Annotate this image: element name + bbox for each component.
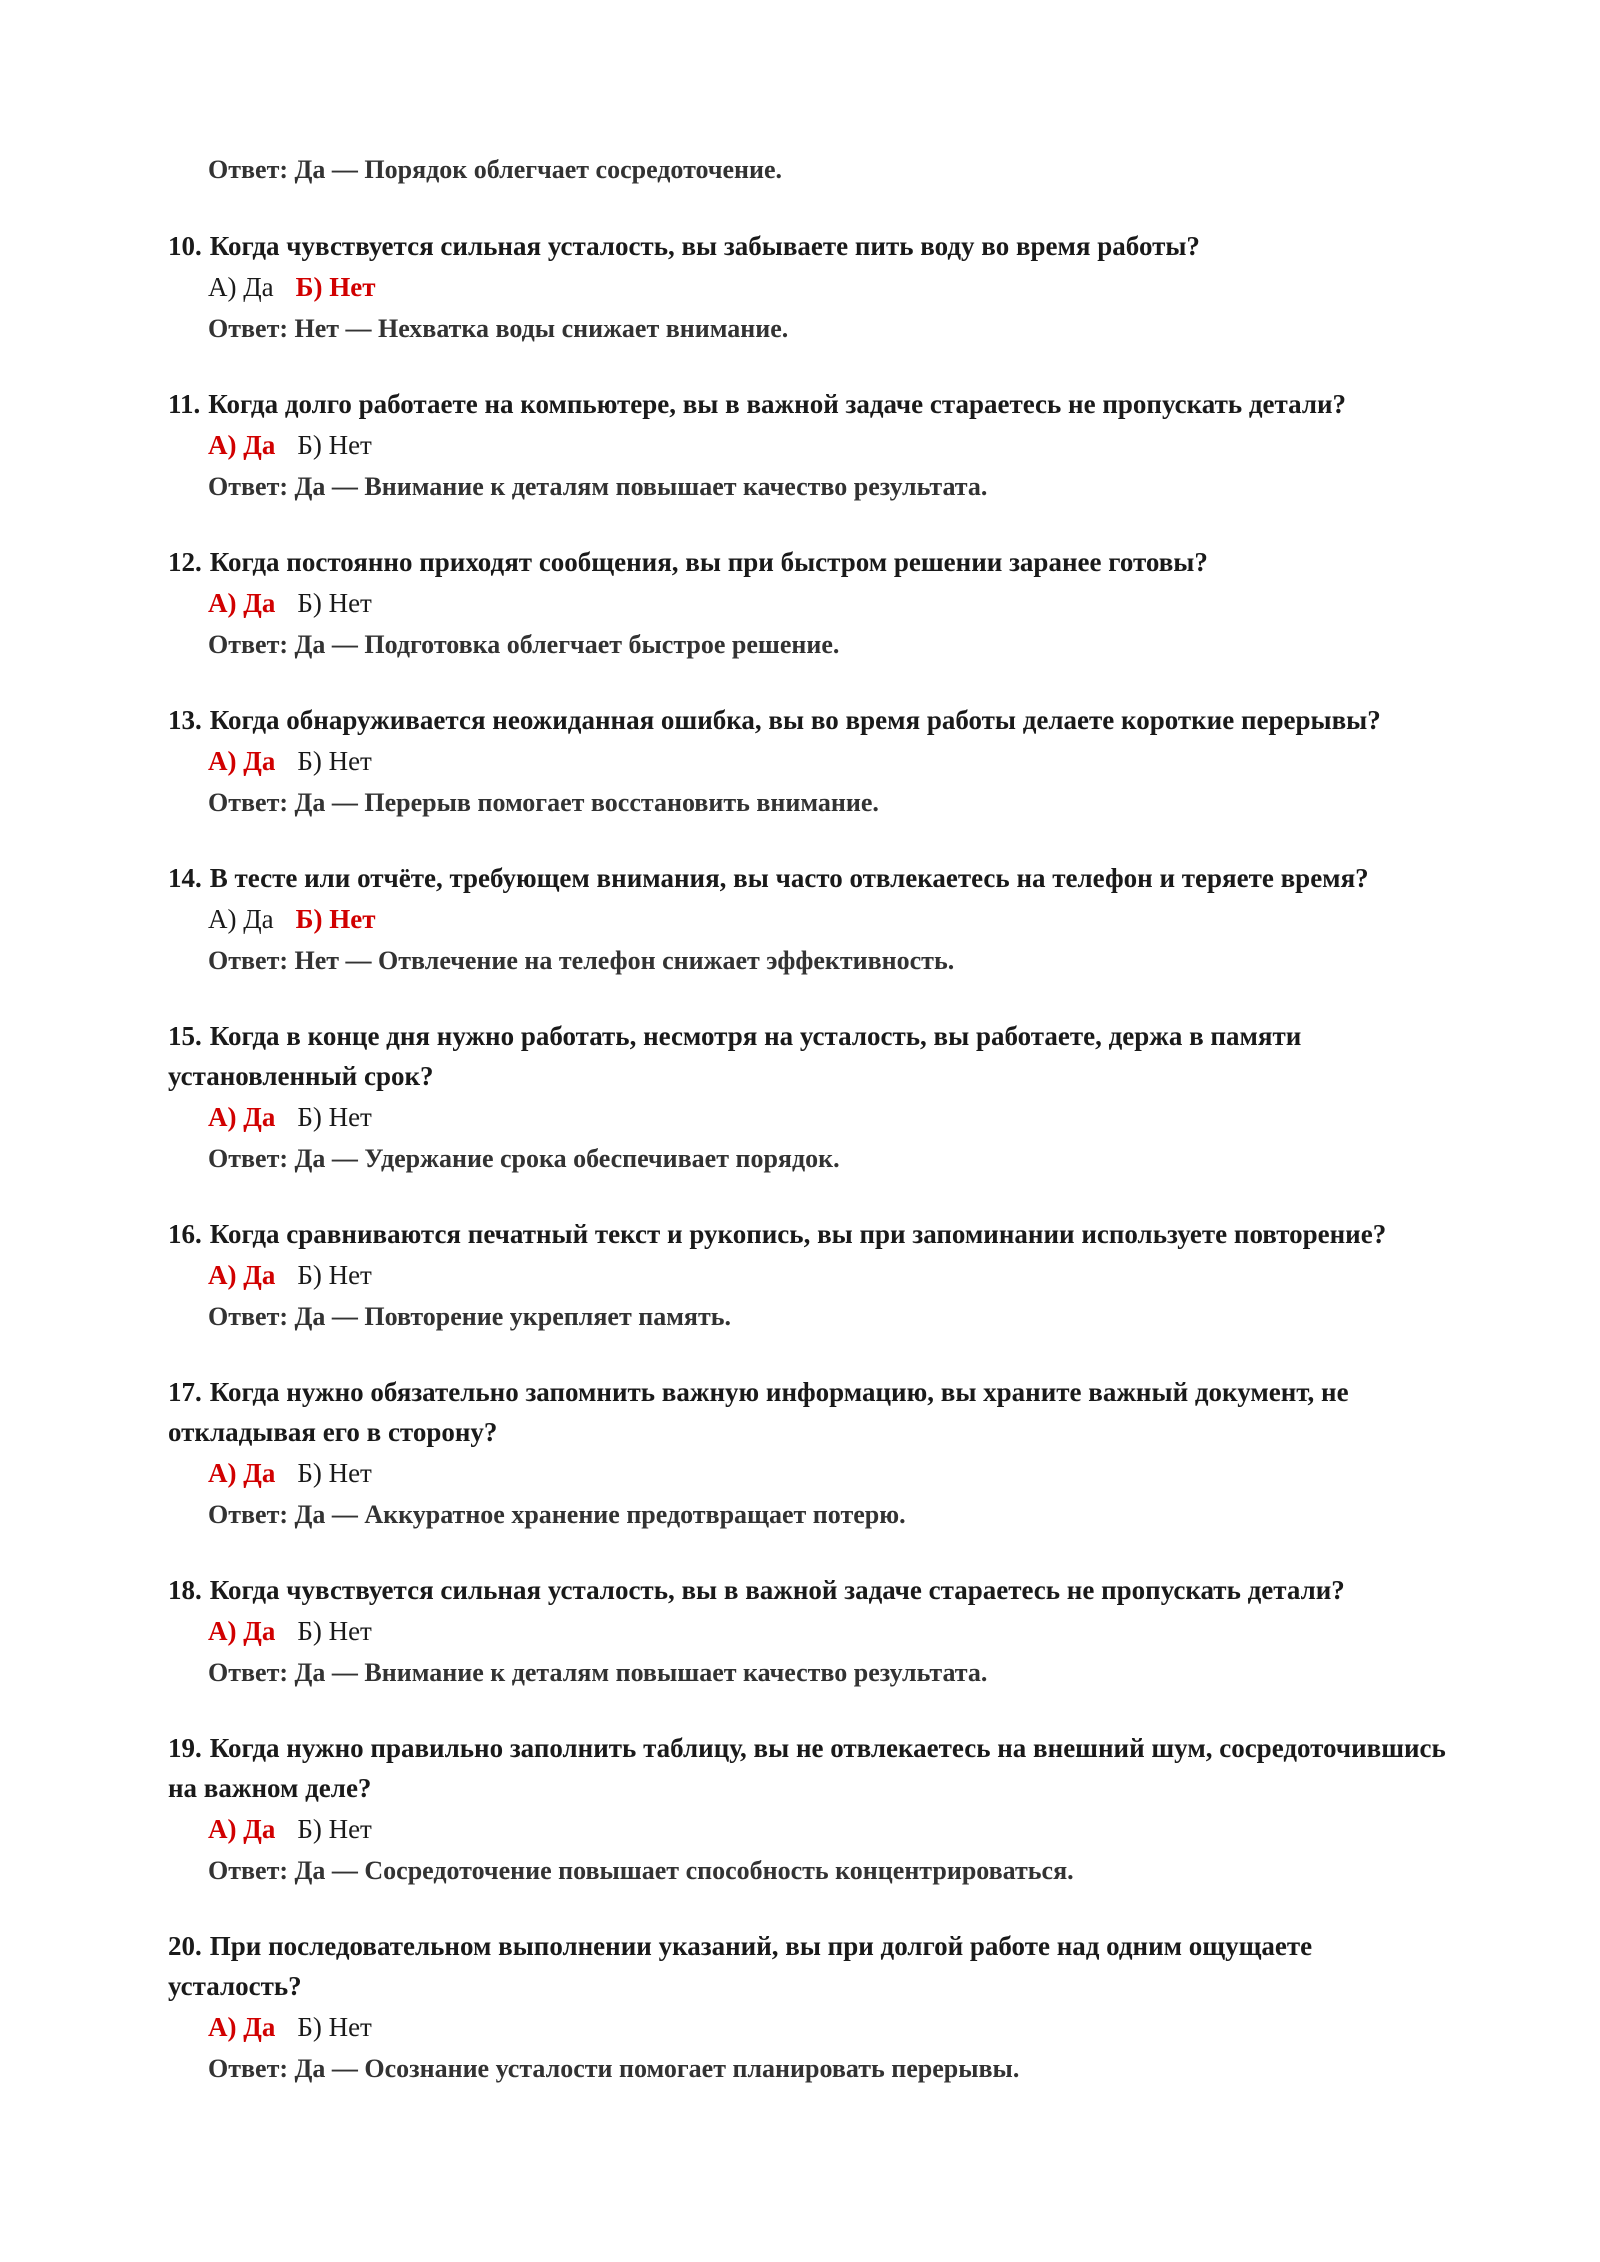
question-item	[168, 858, 1450, 982]
option-a: А) Да	[208, 2012, 276, 2042]
question-label: Когда обнаруживается неожиданная ошибка, вы во время работы делаете короткие перерывы?	[209, 705, 1381, 735]
question-text	[168, 1728, 1450, 1808]
question-text	[168, 700, 1450, 740]
option-a: А) Да	[208, 1102, 276, 1132]
answer-text: Ответ: Да — Внимание к деталям повышает качество результата.	[208, 472, 988, 501]
question-number: 11.	[168, 389, 201, 419]
option-b: Б) Нет	[295, 904, 376, 934]
question-label: Когда нужно правильно заполнить таблицу, вы не отвлекаетесь на внешний шум, сосредоточившись на важном деле?	[168, 1733, 1446, 1803]
question-label: При последовательном выполнении указаний, вы при долгой работе над одним ощущаете усталость?	[168, 1931, 1313, 2001]
answer-text: Ответ: Да — Внимание к деталям повышает качество результата.	[208, 1658, 988, 1687]
option-b: Б) Нет	[297, 588, 372, 618]
question-item	[168, 700, 1450, 824]
question-label: Когда нужно обязательно запомнить важную информацию, вы храните важный документ, не откладывая его в сторону?	[168, 1377, 1349, 1447]
answer-text: Ответ: Да — Сосредоточение повышает способность концентрироваться.	[208, 1856, 1074, 1885]
question-label: В тесте или отчёте, требующем внимания, вы часто отвлекаетесь на телефон и теряете время?	[209, 863, 1369, 893]
answer-text: Ответ: Нет — Отвлечение на телефон снижает эффективность.	[208, 946, 955, 975]
option-a: А) Да	[208, 1458, 276, 1488]
question-text	[168, 384, 1450, 424]
option-b: Б) Нет	[297, 746, 372, 776]
options-row	[208, 424, 1450, 466]
question-list	[168, 226, 1450, 2090]
options-row	[208, 898, 1450, 940]
question-item	[168, 1016, 1450, 1180]
options-row	[208, 582, 1450, 624]
question-text	[168, 226, 1450, 266]
question-text	[168, 1926, 1450, 2006]
question-item	[168, 1372, 1450, 1536]
option-b: Б) Нет	[297, 2012, 372, 2042]
question-item	[168, 384, 1450, 508]
question-label: Когда постоянно приходят сообщения, вы при быстром решении заранее готовы?	[209, 547, 1208, 577]
question-label: Когда чувствуется сильная усталость, вы забываете пить воду во время работы?	[209, 231, 1200, 261]
answer-text: Ответ: Да — Подготовка облегчает быстрое решение.	[208, 630, 840, 659]
question-number: 15.	[168, 1021, 202, 1051]
option-a: А) Да	[208, 1616, 276, 1646]
question-item	[168, 1214, 1450, 1338]
answer-text: Ответ: Нет — Нехватка воды снижает внимание.	[208, 314, 789, 343]
options-row	[208, 266, 1450, 308]
question-text	[168, 1016, 1450, 1096]
option-a: А) Да	[208, 1814, 276, 1844]
option-b: Б) Нет	[297, 1458, 372, 1488]
options-row	[208, 1610, 1450, 1652]
question-number: 12.	[168, 547, 202, 577]
option-a: А) Да	[208, 746, 276, 776]
question-number: 13.	[168, 705, 202, 735]
question-label: Когда чувствуется сильная усталость, вы в важной задаче стараетесь не пропускать детали?	[209, 1575, 1345, 1605]
question-number: 20.	[168, 1931, 202, 1961]
question-number: 19.	[168, 1733, 202, 1763]
options-row	[208, 2006, 1450, 2048]
answer-text: Ответ: Да — Аккуратное хранение предотвращает потерю.	[208, 1500, 906, 1529]
options-row	[208, 740, 1450, 782]
question-item	[168, 1926, 1450, 2090]
answer-text: Ответ: Да — Удержание срока обеспечивает порядок.	[208, 1144, 840, 1173]
answer-text: Ответ: Да — Перерыв помогает восстановить внимание.	[208, 788, 879, 817]
question-number: 18.	[168, 1575, 202, 1605]
option-a: А) Да	[208, 904, 274, 934]
question-text	[168, 1570, 1450, 1610]
question-number: 16.	[168, 1219, 202, 1249]
option-a: А) Да	[208, 1260, 276, 1290]
option-b: Б) Нет	[297, 430, 372, 460]
options-row	[208, 1808, 1450, 1850]
question-item	[168, 1570, 1450, 1694]
option-a: А) Да	[208, 588, 276, 618]
answer-text: Ответ: Да — Повторение укрепляет память.	[208, 1302, 731, 1331]
question-number: 10.	[168, 231, 202, 261]
question-item	[168, 226, 1450, 350]
question-number: 14.	[168, 863, 202, 893]
question-text	[168, 542, 1450, 582]
question-label: Когда сравниваются печатный текст и рукопись, вы при запоминании используете повторение?	[209, 1219, 1387, 1249]
options-row	[208, 1452, 1450, 1494]
question-number: 17.	[168, 1377, 202, 1407]
question-label: Когда долго работаете на компьютере, вы в важной задаче стараетесь не пропускать детали?	[208, 389, 1347, 419]
question-text	[168, 1372, 1450, 1452]
question-item	[168, 1728, 1450, 1892]
option-a: А) Да	[208, 272, 274, 302]
option-b: Б) Нет	[297, 1616, 372, 1646]
question-text	[168, 858, 1450, 898]
question-item	[168, 542, 1450, 666]
answer-text: Ответ: Да — Осознание усталости помогает планировать перерывы.	[208, 2054, 1020, 2083]
option-a: А) Да	[208, 430, 276, 460]
answer-text: Ответ: Да — Порядок облегчает сосредоточение.	[208, 155, 783, 184]
question-text	[168, 1214, 1450, 1254]
options-row	[208, 1254, 1450, 1296]
question-label: Когда в конце дня нужно работать, несмотря на усталость, вы работаете, держа в памяти установленный срок?	[168, 1021, 1302, 1091]
option-b: Б) Нет	[297, 1102, 372, 1132]
options-row	[208, 1096, 1450, 1138]
option-b: Б) Нет	[297, 1260, 372, 1290]
option-b: Б) Нет	[295, 272, 376, 302]
option-b: Б) Нет	[297, 1814, 372, 1844]
